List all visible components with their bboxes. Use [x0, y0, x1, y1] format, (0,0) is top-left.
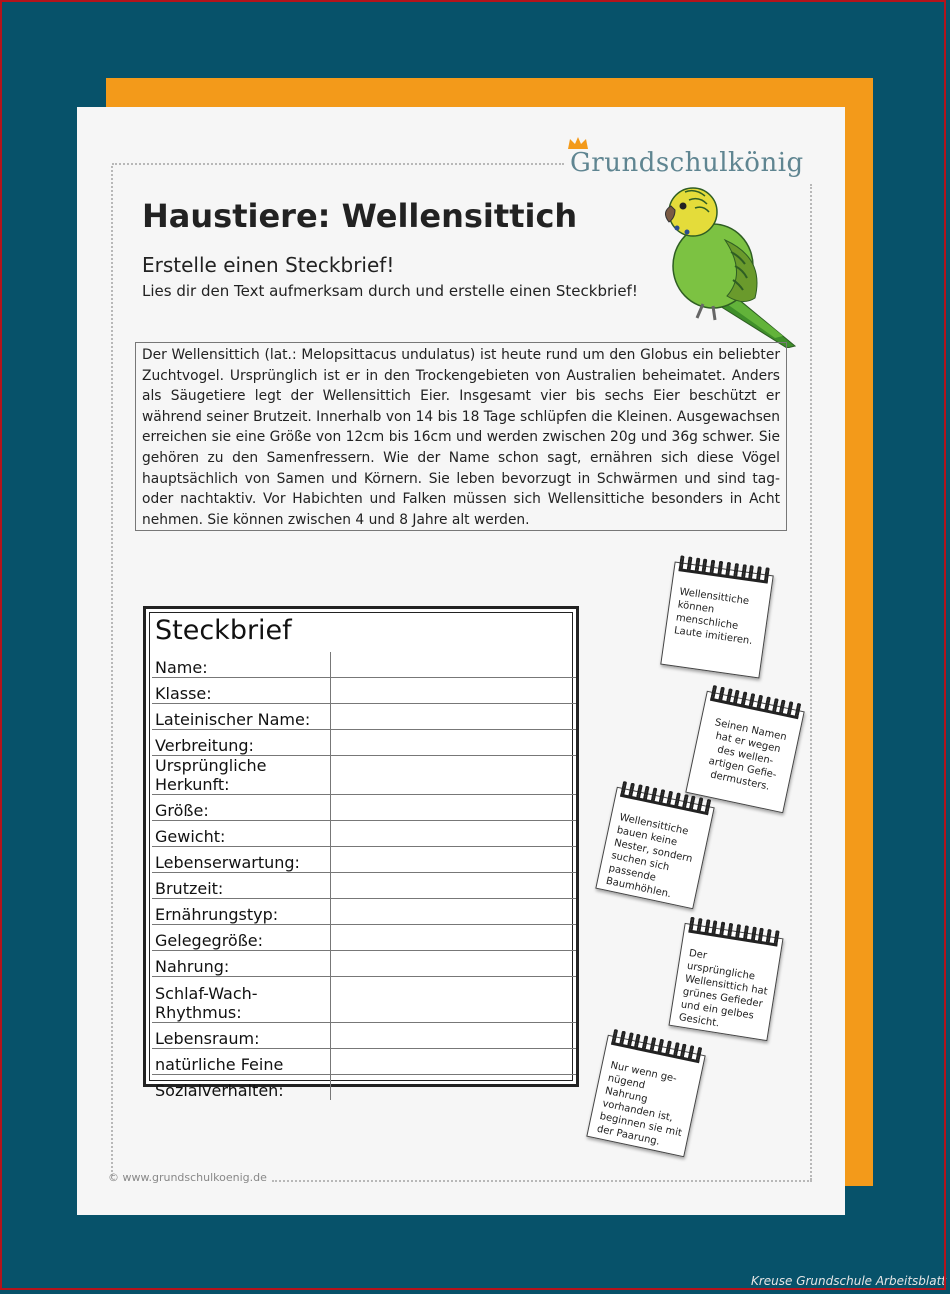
field-label: Brutzeit: — [152, 873, 331, 899]
answer-field[interactable] — [331, 899, 576, 925]
form-row — [152, 925, 576, 951]
field-label: Lateinischer Name: — [152, 704, 331, 730]
note-text: Der ursprüngliche Wellensittich hat grünes Gefieder und ein gelbes Gesicht. — [677, 947, 769, 1030]
page-title: Haustiere: Wellensittich — [142, 197, 578, 235]
form-row — [152, 756, 576, 795]
field-label: Schlaf-Wach-Rhythmus: — [152, 977, 331, 1023]
form-row — [152, 821, 576, 847]
answer-field[interactable] — [331, 1075, 576, 1101]
field-label: Ursprüngliche Herkunft: — [152, 756, 331, 795]
fact-note — [595, 787, 714, 910]
form-row — [152, 730, 576, 756]
note-text: Seinen Namen hat er wegen des wellen-artigen Gefie-dermusters. — [707, 717, 788, 793]
answer-field[interactable] — [331, 873, 576, 899]
field-label: Klasse: — [152, 678, 331, 704]
page-subtitle: Erstelle einen Steckbrief! — [142, 253, 395, 277]
info-text-box: Der Wellensittich (lat.: Melopsittacus undulatus) ist heute rund um den Globus ein beliebter Zuchtvogel. Ursprünglich ist er in den Trockengebieten von Australien beheimatet. Anders als Säugetiere legt der Wellensittich Eier. Insgesamt vier bis sechs Eier beschützt er während seiner Brutzeit. Innerhalb von 14 bis 18 Tage schlüpfen die Kleinen. Ausgewachsen erreichen sie eine Größe von 12cm bis 16cm und werden zwischen 20g und 36g schwer. Sie gehören zu den Samenfressern. Wie der Name schon sagt, ernähren sich diese Vögel hauptsächlich von Samen und Körnern. Sie leben bevorzugt in Schwärmen und sind tag- oder nachtaktiv. Vor Habichten und Falken müssen sich Wellensittiche besonders in Acht nehmen. Sie können zwischen 4 und 8 Jahre alt werden. — [135, 342, 787, 531]
dotted-border-bottom — [272, 1180, 812, 1182]
field-label: Verbreitung: — [152, 730, 331, 756]
answer-field[interactable] — [331, 847, 576, 873]
answer-field[interactable] — [331, 951, 576, 977]
form-row — [152, 704, 576, 730]
instruction-text: Lies dir den Text aufmerksam durch und erstelle einen Steckbrief! — [142, 282, 638, 300]
form-row — [152, 652, 576, 678]
steckbrief-table — [152, 652, 576, 1100]
field-label: Ernährungstyp: — [152, 899, 331, 925]
fact-note — [685, 691, 804, 814]
form-row — [152, 899, 576, 925]
answer-field[interactable] — [331, 821, 576, 847]
answer-field[interactable] — [331, 1049, 576, 1075]
field-label: Name: — [152, 652, 331, 678]
form-row — [152, 1075, 576, 1101]
dotted-border-left — [111, 166, 113, 1176]
dotted-border-top — [112, 163, 564, 165]
field-label: Größe: — [152, 795, 331, 821]
form-row — [152, 1023, 576, 1049]
form-row — [152, 873, 576, 899]
field-label: Gewicht: — [152, 821, 331, 847]
answer-field[interactable] — [331, 925, 576, 951]
note-text: Nur wenn ge-nügend Nahrung vorhanden ist, beginnen sie mit der Paarung. — [595, 1060, 683, 1148]
fact-note — [660, 562, 774, 679]
answer-field[interactable] — [331, 1023, 576, 1049]
answer-field[interactable] — [331, 678, 576, 704]
field-label: Nahrung: — [152, 951, 331, 977]
answer-field[interactable] — [331, 730, 576, 756]
fact-note — [668, 923, 783, 1041]
answer-field[interactable] — [331, 756, 576, 795]
field-label: Lebensraum: — [152, 1023, 331, 1049]
form-row — [152, 1049, 576, 1075]
note-text: Wellensittiche bauen keine Nester, sondern suchen sich passende Baumhöhlen. — [604, 812, 694, 901]
field-label: natürliche Feine — [152, 1049, 331, 1075]
form-row — [152, 795, 576, 821]
budgie-illustration — [655, 178, 800, 348]
note-text: Wellensittiche können menschliche Laute imitieren. — [673, 586, 754, 648]
field-label: Sozialverhalten: — [155, 1081, 284, 1100]
field-label: Lebenserwartung: — [152, 847, 331, 873]
dotted-border-right — [810, 184, 812, 1180]
form-row — [152, 678, 576, 704]
field-label: Gelegegröße: — [152, 925, 331, 951]
footer-copyright: © www.grundschulkoenig.de — [108, 1171, 267, 1184]
form-row — [152, 847, 576, 873]
answer-field[interactable] — [331, 652, 576, 678]
answer-field[interactable] — [331, 795, 576, 821]
form-row — [152, 977, 576, 1023]
watermark: Kreuse Grundschule Arbeitsblatt — [750, 1274, 946, 1288]
steckbrief-form — [143, 606, 579, 1100]
answer-field[interactable] — [331, 704, 576, 730]
answer-field[interactable] — [331, 977, 576, 1023]
steckbrief-title: Steckbrief — [155, 615, 292, 646]
brand-logo: Grundschulkönig — [570, 148, 804, 178]
form-row — [152, 951, 576, 977]
fact-note — [586, 1035, 705, 1158]
